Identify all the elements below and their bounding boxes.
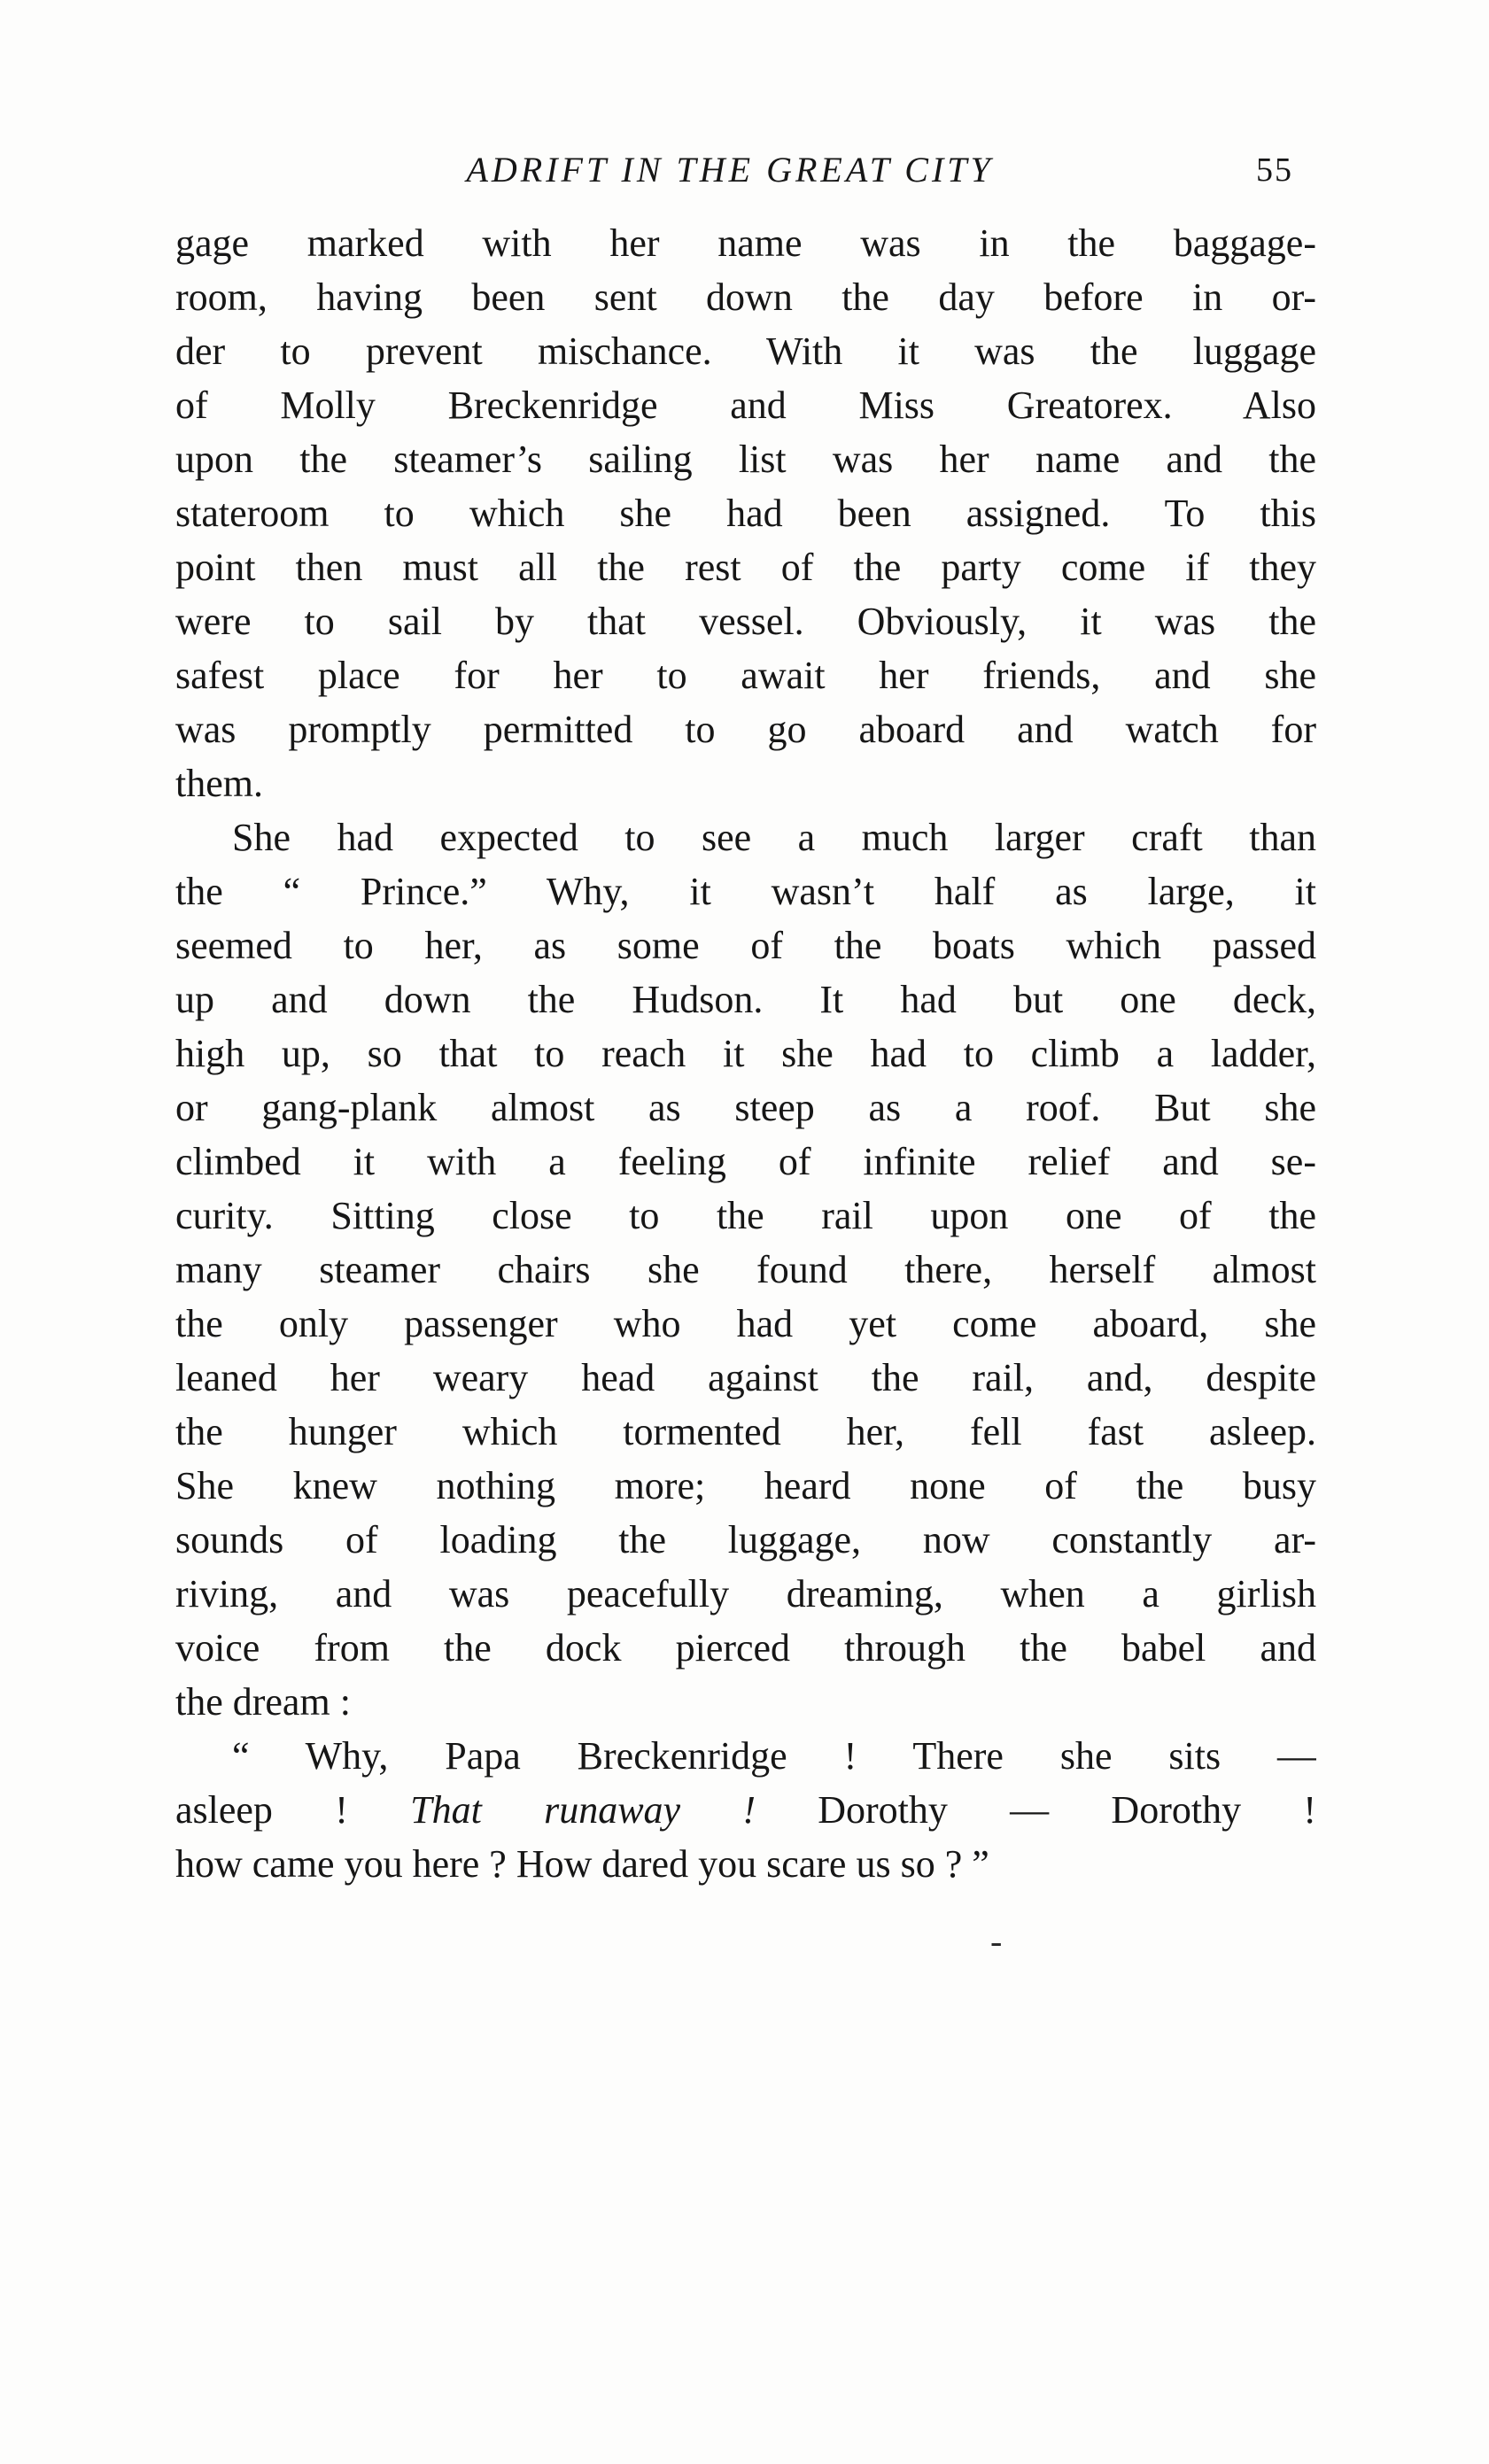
text-line: der to prevent mischance. With it was the luggage — [175, 329, 1316, 373]
running-title: ADRIFT IN THE GREAT CITY — [466, 150, 994, 190]
text-line: leaned her weary head against the rail, and, despite — [175, 1356, 1316, 1399]
text-column — [175, 143, 1316, 1891]
text-line: riving, and was peacefully dreaming, when a girlish — [175, 1572, 1316, 1616]
text-line: “ Why, Papa Breckenridge ! There she sits — — [232, 1734, 1316, 1778]
text-line: up and down the Hudson. It had but one deck, — [175, 978, 1316, 1021]
text-segment: asleep ! — [175, 1788, 411, 1832]
text-line: stateroom to which she had been assigned. To this — [175, 492, 1316, 535]
text-line: voice from the dock pierced through the babel and — [175, 1626, 1316, 1670]
text-line: the dream : — [175, 1680, 351, 1724]
text-line: gage marked with her name was in the baggage- — [175, 221, 1316, 265]
text-line: many steamer chairs she found there, herself almost — [175, 1248, 1316, 1291]
text-segment: Dorothy — Dorothy ! — [755, 1788, 1316, 1832]
text-line: the hunger which tormented her, fell fast asleep. — [175, 1410, 1316, 1453]
text-line: high up, so that to reach it she had to climb a ladder, — [175, 1032, 1316, 1075]
text-line: sounds of loading the luggage, now constantly ar- — [175, 1518, 1316, 1561]
text-line: curity. Sitting close to the rail upon one of the — [175, 1194, 1316, 1237]
text-line: of Molly Breckenridge and Miss Greatorex. Also — [175, 384, 1316, 427]
page-number: 55 — [1256, 151, 1293, 189]
text-line — [175, 1783, 1316, 1837]
text-line: safest place for her to await her friends, and she — [175, 654, 1316, 697]
text-line: room, having been sent down the day before in or- — [175, 275, 1316, 319]
text-line: was promptly permitted to go aboard and watch for — [175, 708, 1316, 751]
text-line: were to sail by that vessel. Obviously, it was the — [175, 600, 1316, 643]
page-body — [175, 216, 1316, 1891]
text-line: upon the steamer’s sailing list was her name and the — [175, 438, 1316, 481]
text-line: them. — [175, 762, 263, 805]
text-line: point then must all the rest of the party come if they — [175, 546, 1316, 589]
text-line: She had expected to see a much larger craft than — [232, 816, 1316, 859]
page-header — [175, 143, 1316, 209]
scan-artifact-dash: - — [990, 1921, 1003, 1961]
text-line: climbed it with a feeling of infinite relief and se- — [175, 1140, 1316, 1183]
text-line: or gang-plank almost as steep as a roof. But she — [175, 1086, 1316, 1129]
text-line: the only passenger who had yet come aboard, she — [175, 1302, 1316, 1345]
text-line: She knew nothing more; heard none of the busy — [175, 1464, 1316, 1507]
text-line: the “ Prince.” Why, it wasn’t half as large, it — [175, 870, 1316, 913]
text-line: how came you here ? How dared you scare us so ? ” — [175, 1842, 989, 1886]
text-line: seemed to her, as some of the boats which passed — [175, 924, 1316, 967]
italic-phrase: That runaway ! — [410, 1788, 756, 1832]
